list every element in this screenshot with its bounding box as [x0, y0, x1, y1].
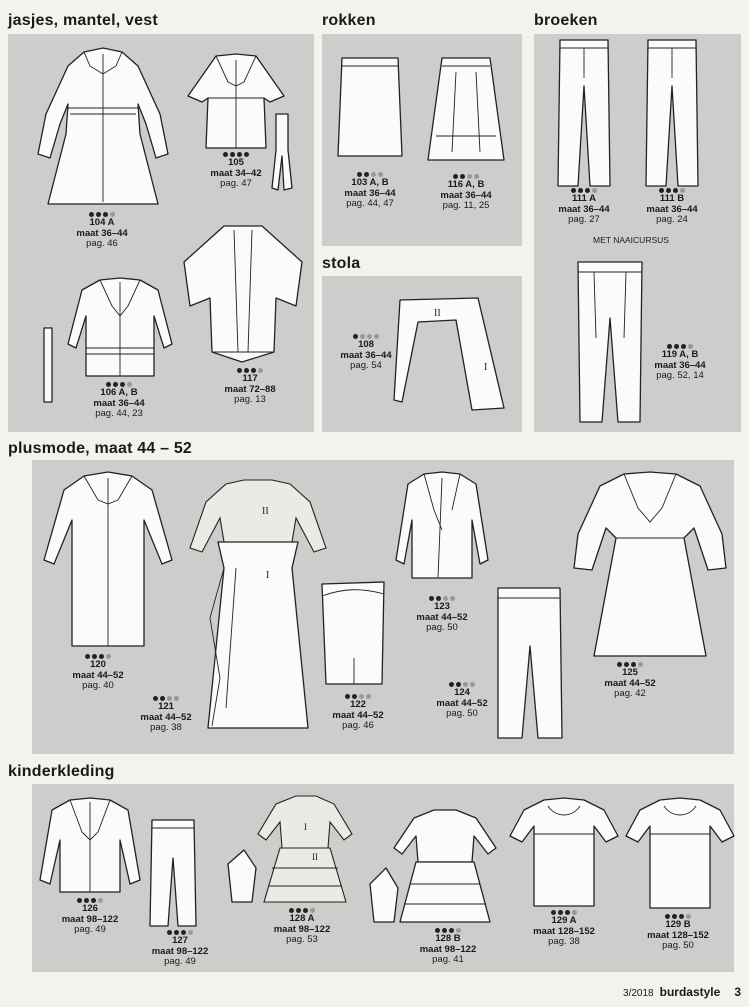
pattern-code: 121 — [158, 701, 174, 712]
pattern-size: maat 128–152 — [647, 929, 709, 941]
pattern-page: pag. 46 — [342, 720, 374, 731]
pattern-page: pag. 40 — [82, 680, 114, 691]
pattern-code: 104 A — [89, 217, 115, 228]
pattern-label-127 — [140, 930, 220, 968]
svg-text:II: II — [434, 308, 441, 319]
pattern-page: pag. 38 — [150, 722, 182, 733]
pattern-size: maat 36–44 — [558, 203, 610, 215]
pattern-size: maat 36–44 — [340, 349, 392, 361]
pattern-size: maat 44–52 — [72, 669, 124, 681]
garment-108-stole-drawing — [392, 290, 512, 412]
pattern-code: 126 — [82, 903, 98, 914]
pattern-label-103 — [330, 172, 410, 210]
pattern-code: 127 — [172, 935, 188, 946]
pattern-page: pag. 52, 14 — [656, 370, 704, 381]
pattern-size: maat 72–88 — [224, 383, 276, 395]
pattern-page: pag. 44, 47 — [346, 198, 394, 209]
pattern-page: pag. 53 — [286, 934, 318, 945]
pattern-code: 106 A, B — [100, 387, 138, 398]
pattern-code: 103 A, B — [351, 177, 389, 188]
pattern-code: 129 B — [665, 919, 691, 930]
section-title-broeken: broeken — [534, 12, 598, 29]
pattern-label-117 — [210, 368, 290, 406]
pattern-size: maat 36–44 — [440, 189, 492, 201]
page-footer — [623, 985, 741, 999]
garment-128b-child-dress-drawing — [368, 808, 508, 926]
pattern-label-111b — [632, 188, 712, 226]
pattern-page: pag. 50 — [426, 622, 458, 633]
pattern-code: 120 — [90, 659, 106, 670]
pattern-code: 111 B — [659, 193, 685, 204]
garment-120-dress-drawing — [40, 470, 176, 650]
pattern-code: 128 B — [435, 933, 461, 944]
garment-119-pleated-trousers-drawing — [574, 258, 646, 424]
garment-126-child-jacket-drawing — [38, 796, 142, 896]
pattern-label-119 — [640, 344, 720, 382]
pattern-page: pag. 44, 23 — [95, 408, 143, 419]
garment-129b-child-dress-drawing — [624, 796, 736, 910]
pattern-label-129a — [524, 910, 604, 948]
pattern-code: 128 A — [289, 913, 315, 924]
garment-104-coat-drawing — [28, 44, 178, 212]
svg-text:II: II — [312, 852, 318, 862]
garment-125-maxi-dress-drawing — [570, 468, 730, 660]
pattern-size: maat 36–44 — [654, 359, 706, 371]
pattern-page: pag. 41 — [432, 954, 464, 965]
difficulty-dot-empty — [188, 930, 193, 935]
pattern-label-121 — [126, 696, 206, 734]
difficulty-dot-empty — [638, 662, 643, 667]
pattern-size: maat 34–42 — [210, 167, 262, 179]
pattern-label-128b — [408, 928, 488, 966]
pattern-page: pag. 11, 25 — [442, 200, 490, 211]
difficulty-dot-empty — [174, 696, 179, 701]
svg-text:I: I — [266, 570, 270, 581]
section-title-jasjes: jasjes, mantel, vest — [8, 12, 158, 29]
garment-111b-trousers-drawing — [644, 38, 700, 188]
garment-111a-trousers-drawing — [556, 38, 612, 188]
pattern-code: 108 — [358, 339, 374, 350]
pattern-code: 116 A, B — [447, 179, 485, 190]
pattern-page: pag. 47 — [220, 178, 252, 189]
garment-124-trousers-drawing — [494, 586, 564, 742]
pattern-label-122 — [318, 694, 398, 732]
pattern-size: maat 44–52 — [332, 709, 384, 721]
pattern-size: maat 98–122 — [273, 923, 331, 935]
garment-127-child-trousers-drawing — [148, 818, 198, 928]
pattern-label-111a — [544, 188, 624, 226]
garment-103-pencil-skirt-drawing — [334, 52, 406, 160]
difficulty-dot-filled — [237, 368, 242, 373]
pattern-size: maat 44–52 — [140, 711, 192, 723]
page-number: 3 — [734, 985, 741, 999]
section-title-rokken: rokken — [322, 12, 376, 29]
pattern-size: maat 36–44 — [344, 187, 396, 199]
pattern-label-124 — [422, 682, 502, 720]
pattern-code: 119 A, B — [661, 349, 699, 360]
garment-121-ruffle-dress-drawing — [186, 478, 330, 730]
garment-128a-child-dress-drawing — [226, 794, 360, 906]
pattern-page: pag. 13 — [234, 394, 266, 405]
pattern-size: maat 128–152 — [533, 925, 595, 937]
garment-116-flared-skirt-drawing — [426, 52, 506, 164]
garment-122-skirt-drawing — [318, 578, 388, 688]
section-title-kinderkleding: kinderkleding — [8, 763, 115, 780]
pattern-code: 105 — [228, 157, 244, 168]
pattern-size: maat 44–52 — [604, 677, 656, 689]
pattern-label-104 — [62, 212, 142, 250]
pattern-size: maat 44–52 — [436, 697, 488, 709]
pattern-code: 124 — [454, 687, 470, 698]
pattern-size: maat 36–44 — [93, 397, 145, 409]
svg-text:I: I — [304, 822, 307, 832]
pattern-size: maat 44–52 — [416, 611, 468, 623]
pattern-label-123 — [402, 596, 482, 634]
pattern-label-129b — [638, 914, 718, 952]
garment-106-jacket-drawing — [60, 276, 178, 386]
pattern-page: pag. 49 — [164, 956, 196, 967]
pattern-note-111a: MET NAAICURSUS — [593, 235, 669, 245]
pattern-label-128a — [262, 908, 342, 946]
difficulty-dot-empty — [374, 334, 379, 339]
pattern-size: maat 98–122 — [151, 945, 209, 957]
pattern-code: 122 — [350, 699, 366, 710]
pattern-label-126 — [50, 898, 130, 936]
pattern-page: pag. 49 — [74, 924, 106, 935]
garment-106-belt-drawing — [40, 326, 56, 404]
pattern-page: pag. 27 — [568, 214, 600, 225]
section-title-stola: stola — [322, 255, 361, 272]
garment-129a-child-dress-drawing — [508, 796, 620, 908]
pattern-label-125 — [590, 662, 670, 700]
pattern-page: pag. 42 — [614, 688, 646, 699]
brand-name: burdastyle — [659, 985, 721, 999]
difficulty-dot-filled — [244, 152, 249, 157]
svg-text:I: I — [484, 362, 488, 373]
pattern-code: 123 — [434, 601, 450, 612]
pattern-label-105 — [196, 152, 276, 190]
pattern-label-116 — [426, 174, 506, 212]
pattern-page: pag. 24 — [656, 214, 688, 225]
pattern-code: 125 — [622, 667, 638, 678]
difficulty-dot-empty — [470, 682, 475, 687]
section-title-plusmode: plusmode, maat 44 – 52 — [8, 440, 193, 457]
difficulty-dot-empty — [106, 654, 111, 659]
pattern-page: pag. 50 — [662, 940, 694, 951]
pattern-page: pag. 46 — [86, 238, 118, 249]
pattern-code: 111 A — [572, 193, 596, 204]
pattern-size: maat 98–122 — [419, 943, 477, 955]
pattern-page: pag. 38 — [548, 936, 580, 947]
pattern-code: 117 — [242, 373, 258, 384]
difficulty-dot-empty — [450, 596, 455, 601]
pattern-size: maat 36–44 — [646, 203, 698, 215]
difficulty-dot-empty — [258, 368, 263, 373]
garment-117-cardigan-drawing — [178, 222, 308, 368]
pattern-label-106 — [76, 382, 162, 420]
pattern-label-120 — [58, 654, 138, 692]
garment-123-blazer-drawing — [394, 470, 490, 586]
pattern-page: pag. 54 — [350, 360, 382, 371]
pattern-size: maat 36–44 — [76, 227, 128, 239]
svg-text:II: II — [262, 506, 269, 517]
difficulty-dot-empty — [98, 898, 103, 903]
difficulty-dot-empty — [366, 694, 371, 699]
pattern-page: pag. 50 — [446, 708, 478, 719]
pattern-code: 129 A — [551, 915, 577, 926]
pattern-label-108 — [326, 334, 406, 372]
issue-number: 3/2018 — [623, 988, 654, 999]
pattern-size: maat 98–122 — [61, 913, 119, 925]
